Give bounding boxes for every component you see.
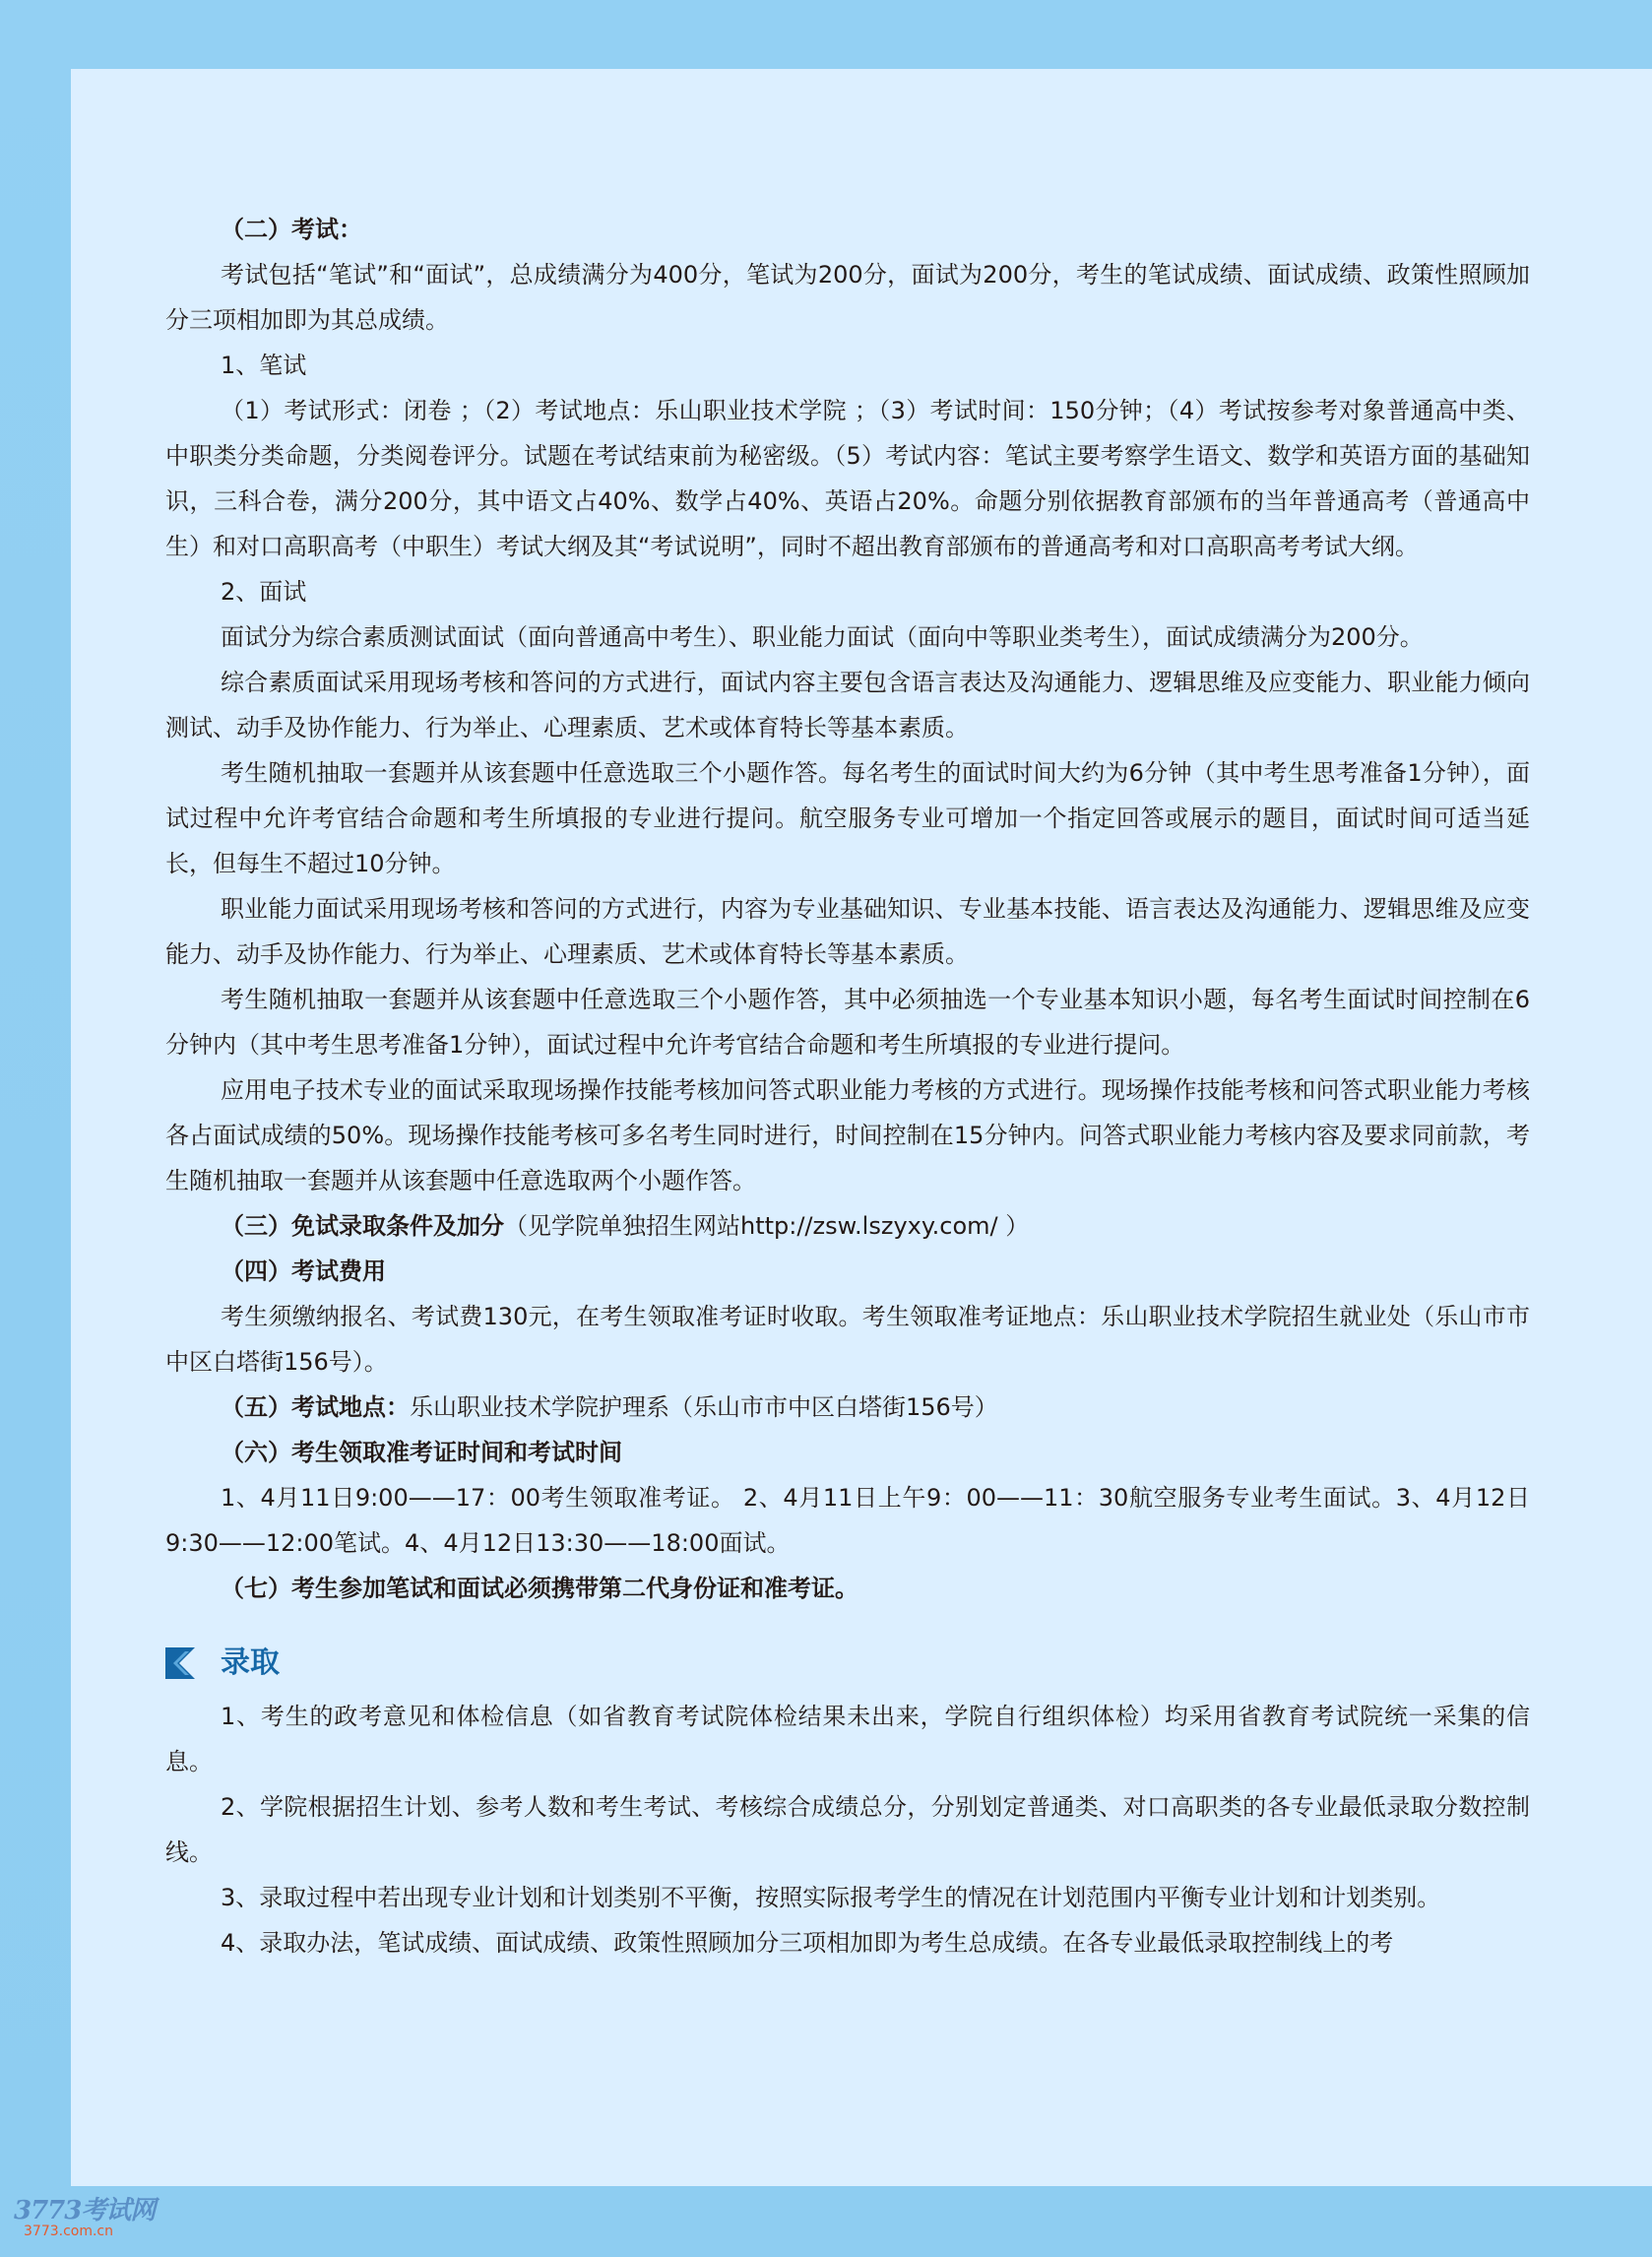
section-6-title: （六）考生领取准考证时间和考试时间 — [221, 1439, 622, 1466]
section-5-title: （五）考试地点： — [221, 1393, 410, 1421]
section-6-text: 1、4月11日9:00——17：00考生领取准考证。 2、4月11日上午9：00——11：30航空服务专业考生面试。3、4月12日9:30——12:00笔试。4、4月12日13:30——18:00面试。 — [165, 1484, 1530, 1557]
watermark-logo-text: 3773考试网 — [14, 2196, 156, 2225]
section-7-title: （七）考生参加笔试和面试必须携带第二代身份证和准考证。 — [221, 1575, 858, 1602]
admission-item-1: 1、考生的政考意见和体检信息（如省教育考试院体检结果未出来，学院自行组织体检）均采用省教育考试院统一采集的信息。 — [165, 1703, 1530, 1775]
interview-paragraph-6: 应用电子技术专业的面试采取现场操作技能考核加问答式职业能力考核的方式进行。现场操作技能考核和问答式职业能力考核各占面试成绩的50%。现场操作技能考核可多名考生同时进行，时间控制在15分钟内。问答式职业能力考核内容及要求同前款，考生随机抽取一套题并从该套题中任意选取两个小题作答。 — [165, 1076, 1530, 1194]
interview-paragraph-5: 考生随机抽取一套题并从该套题中任意选取三个小题作答，其中必须抽选一个专业基本知识小题，每名考生面试时间控制在6分钟内（其中考生思考准备1分钟），面试过程中允许考官结合命题和考生所填报的专业进行提问。 — [165, 986, 1530, 1059]
admission-item-3: 3、录取过程中若出现专业计划和计划类别不平衡，按照实际报考学生的情况在计划范围内平衡专业计划和计划类别。 — [221, 1884, 1441, 1911]
exam-heading: （二）考试： — [221, 216, 362, 243]
interview-paragraph-3: 考生随机抽取一套题并从该套题中任意选取三个小题作答。每名考生的面试时间大约为6分钟（其中考生思考准备1分钟），面试过程中允许考官结合命题和考生所填报的专业进行提问。航空服务专业可增加一个指定回答或展示的题目，面试时间可适当延长，但每生不超过10分钟。 — [165, 759, 1530, 877]
document-content — [165, 207, 1530, 1966]
admission-item-2: 2、学院根据招生计划、参考人数和考生考试、考核综合成绩总分，分别划定普通类、对口高职类的各专业最低录取分数控制线。 — [165, 1793, 1530, 1866]
admission-item-4: 4、录取办法，笔试成绩、面试成绩、政策性照顾加分三项相加即为考生总成绩。在各专业最低录取控制线上的考 — [221, 1929, 1394, 1957]
section-4-text: 考生须缴纳报名、考试费130元，在考生领取准考证时收取。考生领取准考证地点：乐山职业技术学院招生就业处（乐山市市中区白塔街156号）。 — [165, 1303, 1530, 1376]
section-marker-icon — [165, 1647, 195, 1679]
section-5-text: 乐山职业技术学院护理系（乐山市市中区白塔街156号） — [410, 1393, 998, 1421]
watermark-url: 3773.com.cn — [24, 2224, 113, 2239]
exam-intro: 考试包括“笔试”和“面试”，总成绩满分为400分，笔试为200分，面试为200分，考生的笔试成绩、面试成绩、政策性照顾加分三项相加即为其总成绩。 — [165, 261, 1530, 334]
section-3-link-text: （见学院单独招生网站http://zsw.lszyxy.com/ ） — [504, 1212, 1030, 1240]
interview-title: 2、面试 — [221, 578, 307, 606]
section-4-title: （四）考试费用 — [221, 1257, 386, 1285]
section-3-title: （三）免试录取条件及加分 — [221, 1212, 504, 1240]
interview-paragraph-4: 职业能力面试采用现场考核和答问的方式进行，内容为专业基础知识、专业基本技能、语言表达及沟通能力、逻辑思维及应变能力、动手及协作能力、行为举止、心理素质、艺术或体育特长等基本素质。 — [165, 895, 1530, 968]
section-3 — [165, 1203, 1530, 1249]
admission-title: 录取 — [221, 1645, 280, 1680]
written-body: （1）考试形式：闭卷 ；（2）考试地点：乐山职业技术学院 ；（3）考试时间：150分钟；（4）考试按参考对象普通高中类、中职类分类命题，分类阅卷评分。试题在考试结束前为秘密级。（5）考试内容：笔试主要考察学生语文、数学和英语方面的基础知识，三科合卷，满分200分，其中语文占40%、数学占40%、英语占20%。命题分别依据教育部颁布的当年普通高考（普通高中生）和对口高职高考（中职生）考试大纲及其“考试说明”，同时不超出教育部颁布的普通高考和对口高职高考考试大纲。 — [165, 397, 1530, 560]
interview-paragraph-2: 综合素质面试采用现场考核和答问的方式进行，面试内容主要包含语言表达及沟通能力、逻辑思维及应变能力、职业能力倾向测试、动手及协作能力、行为举止、心理素质、艺术或体育特长等基本素质。 — [165, 669, 1530, 742]
section-5 — [165, 1385, 1530, 1430]
interview-paragraph-1: 面试分为综合素质测试面试（面向普通高中考生）、职业能力面试（面向中等职业类考生），面试成绩满分为200分。 — [221, 623, 1424, 651]
site-watermark — [10, 2190, 187, 2249]
written-title: 1、笔试 — [221, 352, 307, 379]
admission-section-header — [165, 1641, 1530, 1686]
